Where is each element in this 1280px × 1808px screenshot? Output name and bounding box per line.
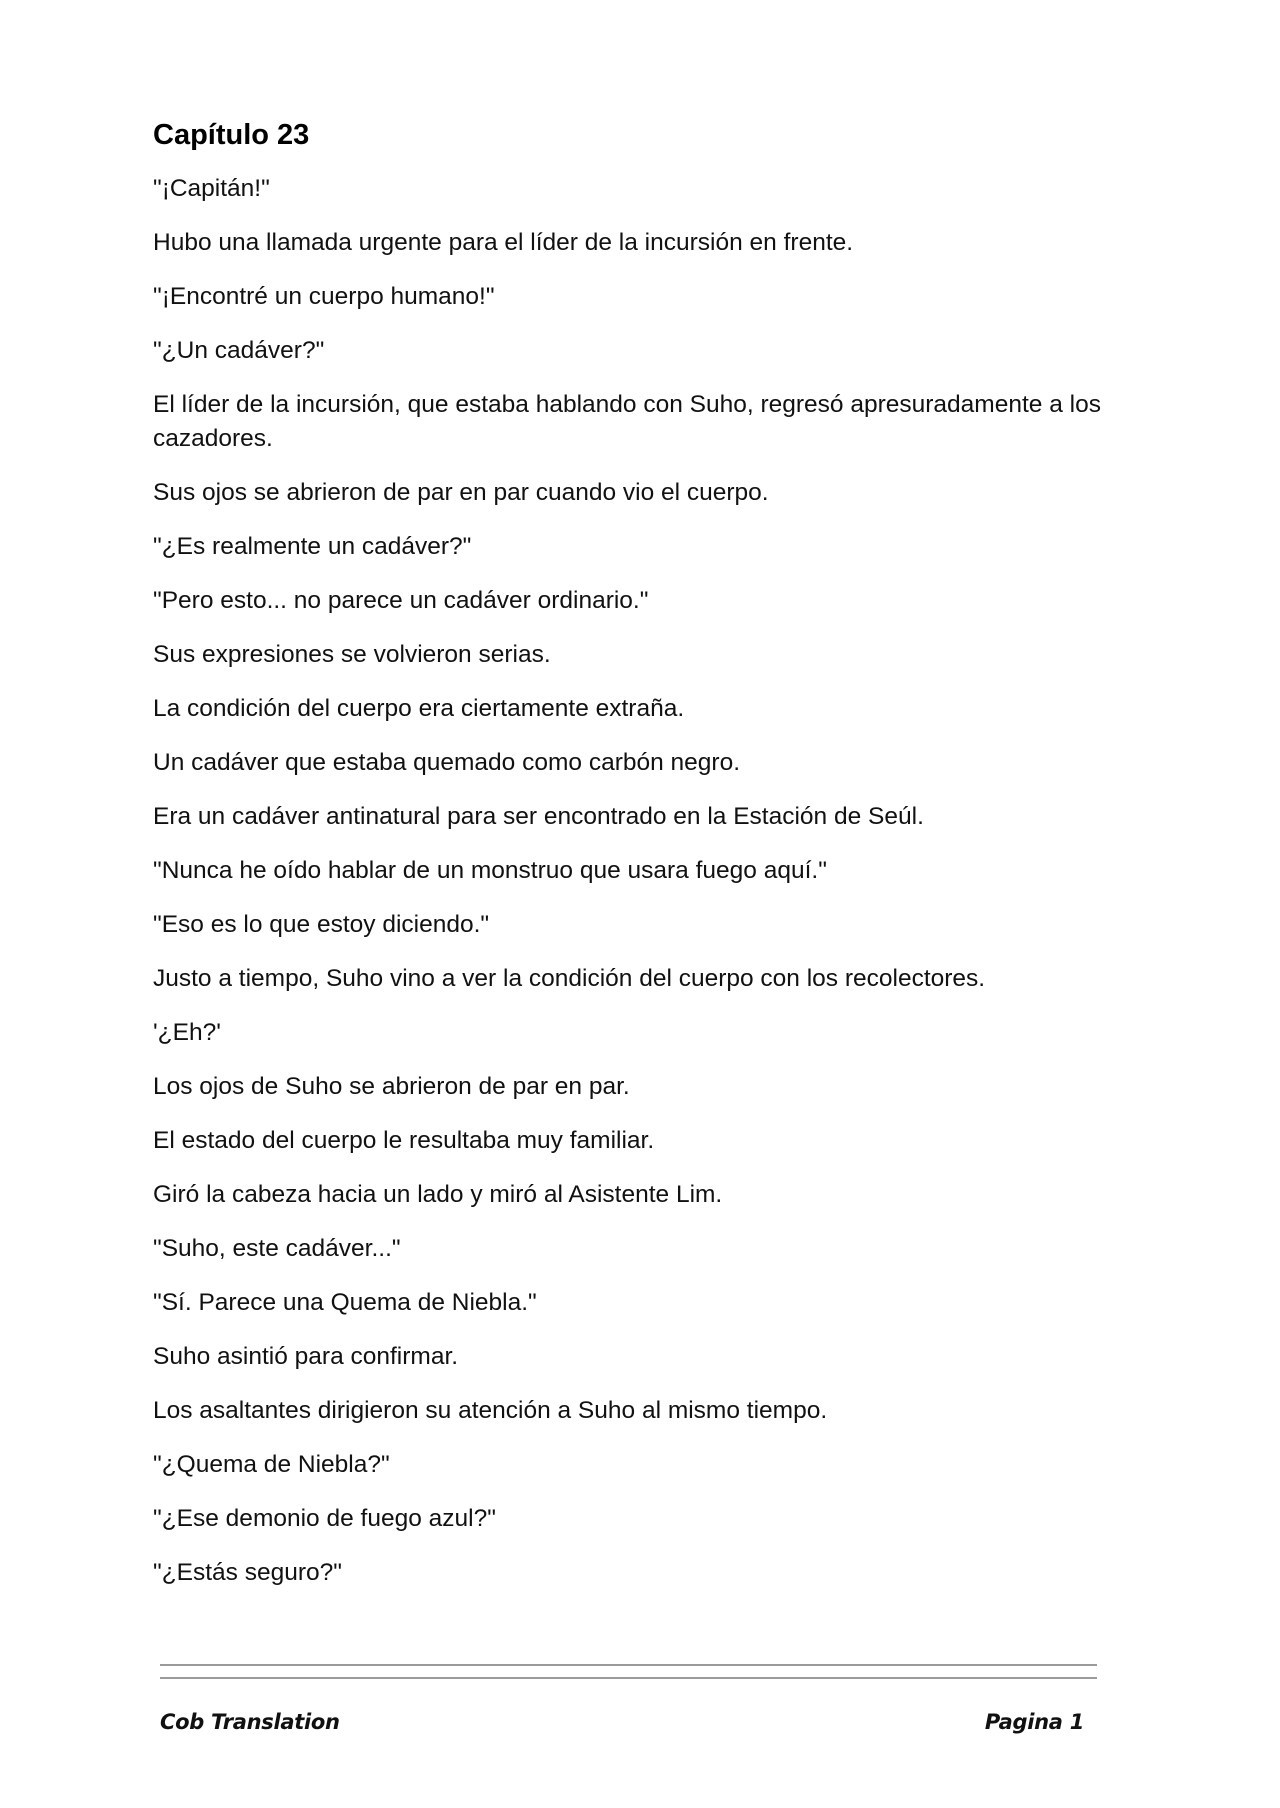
paragraph: "Nunca he oído hablar de un monstruo que usara fuego aquí." bbox=[153, 856, 827, 884]
paragraph: Sus expresiones se volvieron serias. bbox=[153, 640, 551, 668]
paragraph: '¿Eh?' bbox=[153, 1018, 221, 1046]
chapter-title: Capítulo 23 bbox=[153, 119, 310, 151]
paragraph: Era un cadáver antinatural para ser encontrado en la Estación de Seúl. bbox=[153, 802, 924, 830]
paragraph: "Sí. Parece una Quema de Niebla." bbox=[153, 1288, 537, 1316]
paragraph: La condición del cuerpo era ciertamente extraña. bbox=[153, 694, 685, 722]
paragraph: "¿Estás seguro?" bbox=[153, 1558, 342, 1586]
paragraph: "Pero esto... no parece un cadáver ordinario." bbox=[153, 586, 649, 614]
footer-divider-top bbox=[160, 1664, 1097, 1666]
paragraph: Sus ojos se abrieron de par en par cuando vio el cuerpo. bbox=[153, 478, 769, 506]
paragraph: Los asaltantes dirigieron su atención a Suho al mismo tiempo. bbox=[153, 1396, 828, 1424]
paragraph: Hubo una llamada urgente para el líder de la incursión en frente. bbox=[153, 228, 854, 256]
paragraph: "Eso es lo que estoy diciendo." bbox=[153, 910, 490, 938]
paragraph: "¿Es realmente un cadáver?" bbox=[153, 532, 472, 560]
footer-publisher: Cob Translation bbox=[160, 1710, 340, 1734]
paragraph: "¿Ese demonio de fuego azul?" bbox=[153, 1504, 496, 1532]
paragraph: Giró la cabeza hacia un lado y miró al Asistente Lim. bbox=[153, 1180, 723, 1208]
document-content bbox=[153, 118, 1113, 1610]
paragraph: "¡Encontré un cuerpo humano!" bbox=[153, 282, 495, 310]
paragraph: Justo a tiempo, Suho vino a ver la condición del cuerpo con los recolectores. bbox=[153, 964, 986, 992]
footer-page-number: Pagina 1 bbox=[984, 1710, 1084, 1734]
footer-divider-bottom bbox=[160, 1677, 1097, 1679]
paragraph: "¡Capitán!" bbox=[153, 174, 270, 202]
paragraph: Un cadáver que estaba quemado como carbón negro. bbox=[153, 748, 741, 776]
paragraph: El estado del cuerpo le resultaba muy familiar. bbox=[153, 1126, 655, 1154]
paragraph: Los ojos de Suho se abrieron de par en par. bbox=[153, 1072, 630, 1100]
paragraph: "¿Quema de Niebla?" bbox=[153, 1450, 390, 1478]
paragraph: Suho asintió para confirmar. bbox=[153, 1342, 459, 1370]
paragraph: El líder de la incursión, que estaba hablando con Suho, regresó apresuradamente a los cazadores. bbox=[153, 390, 1101, 452]
paragraph: "Suho, este cadáver..." bbox=[153, 1234, 401, 1262]
paragraph: "¿Un cadáver?" bbox=[153, 336, 325, 364]
